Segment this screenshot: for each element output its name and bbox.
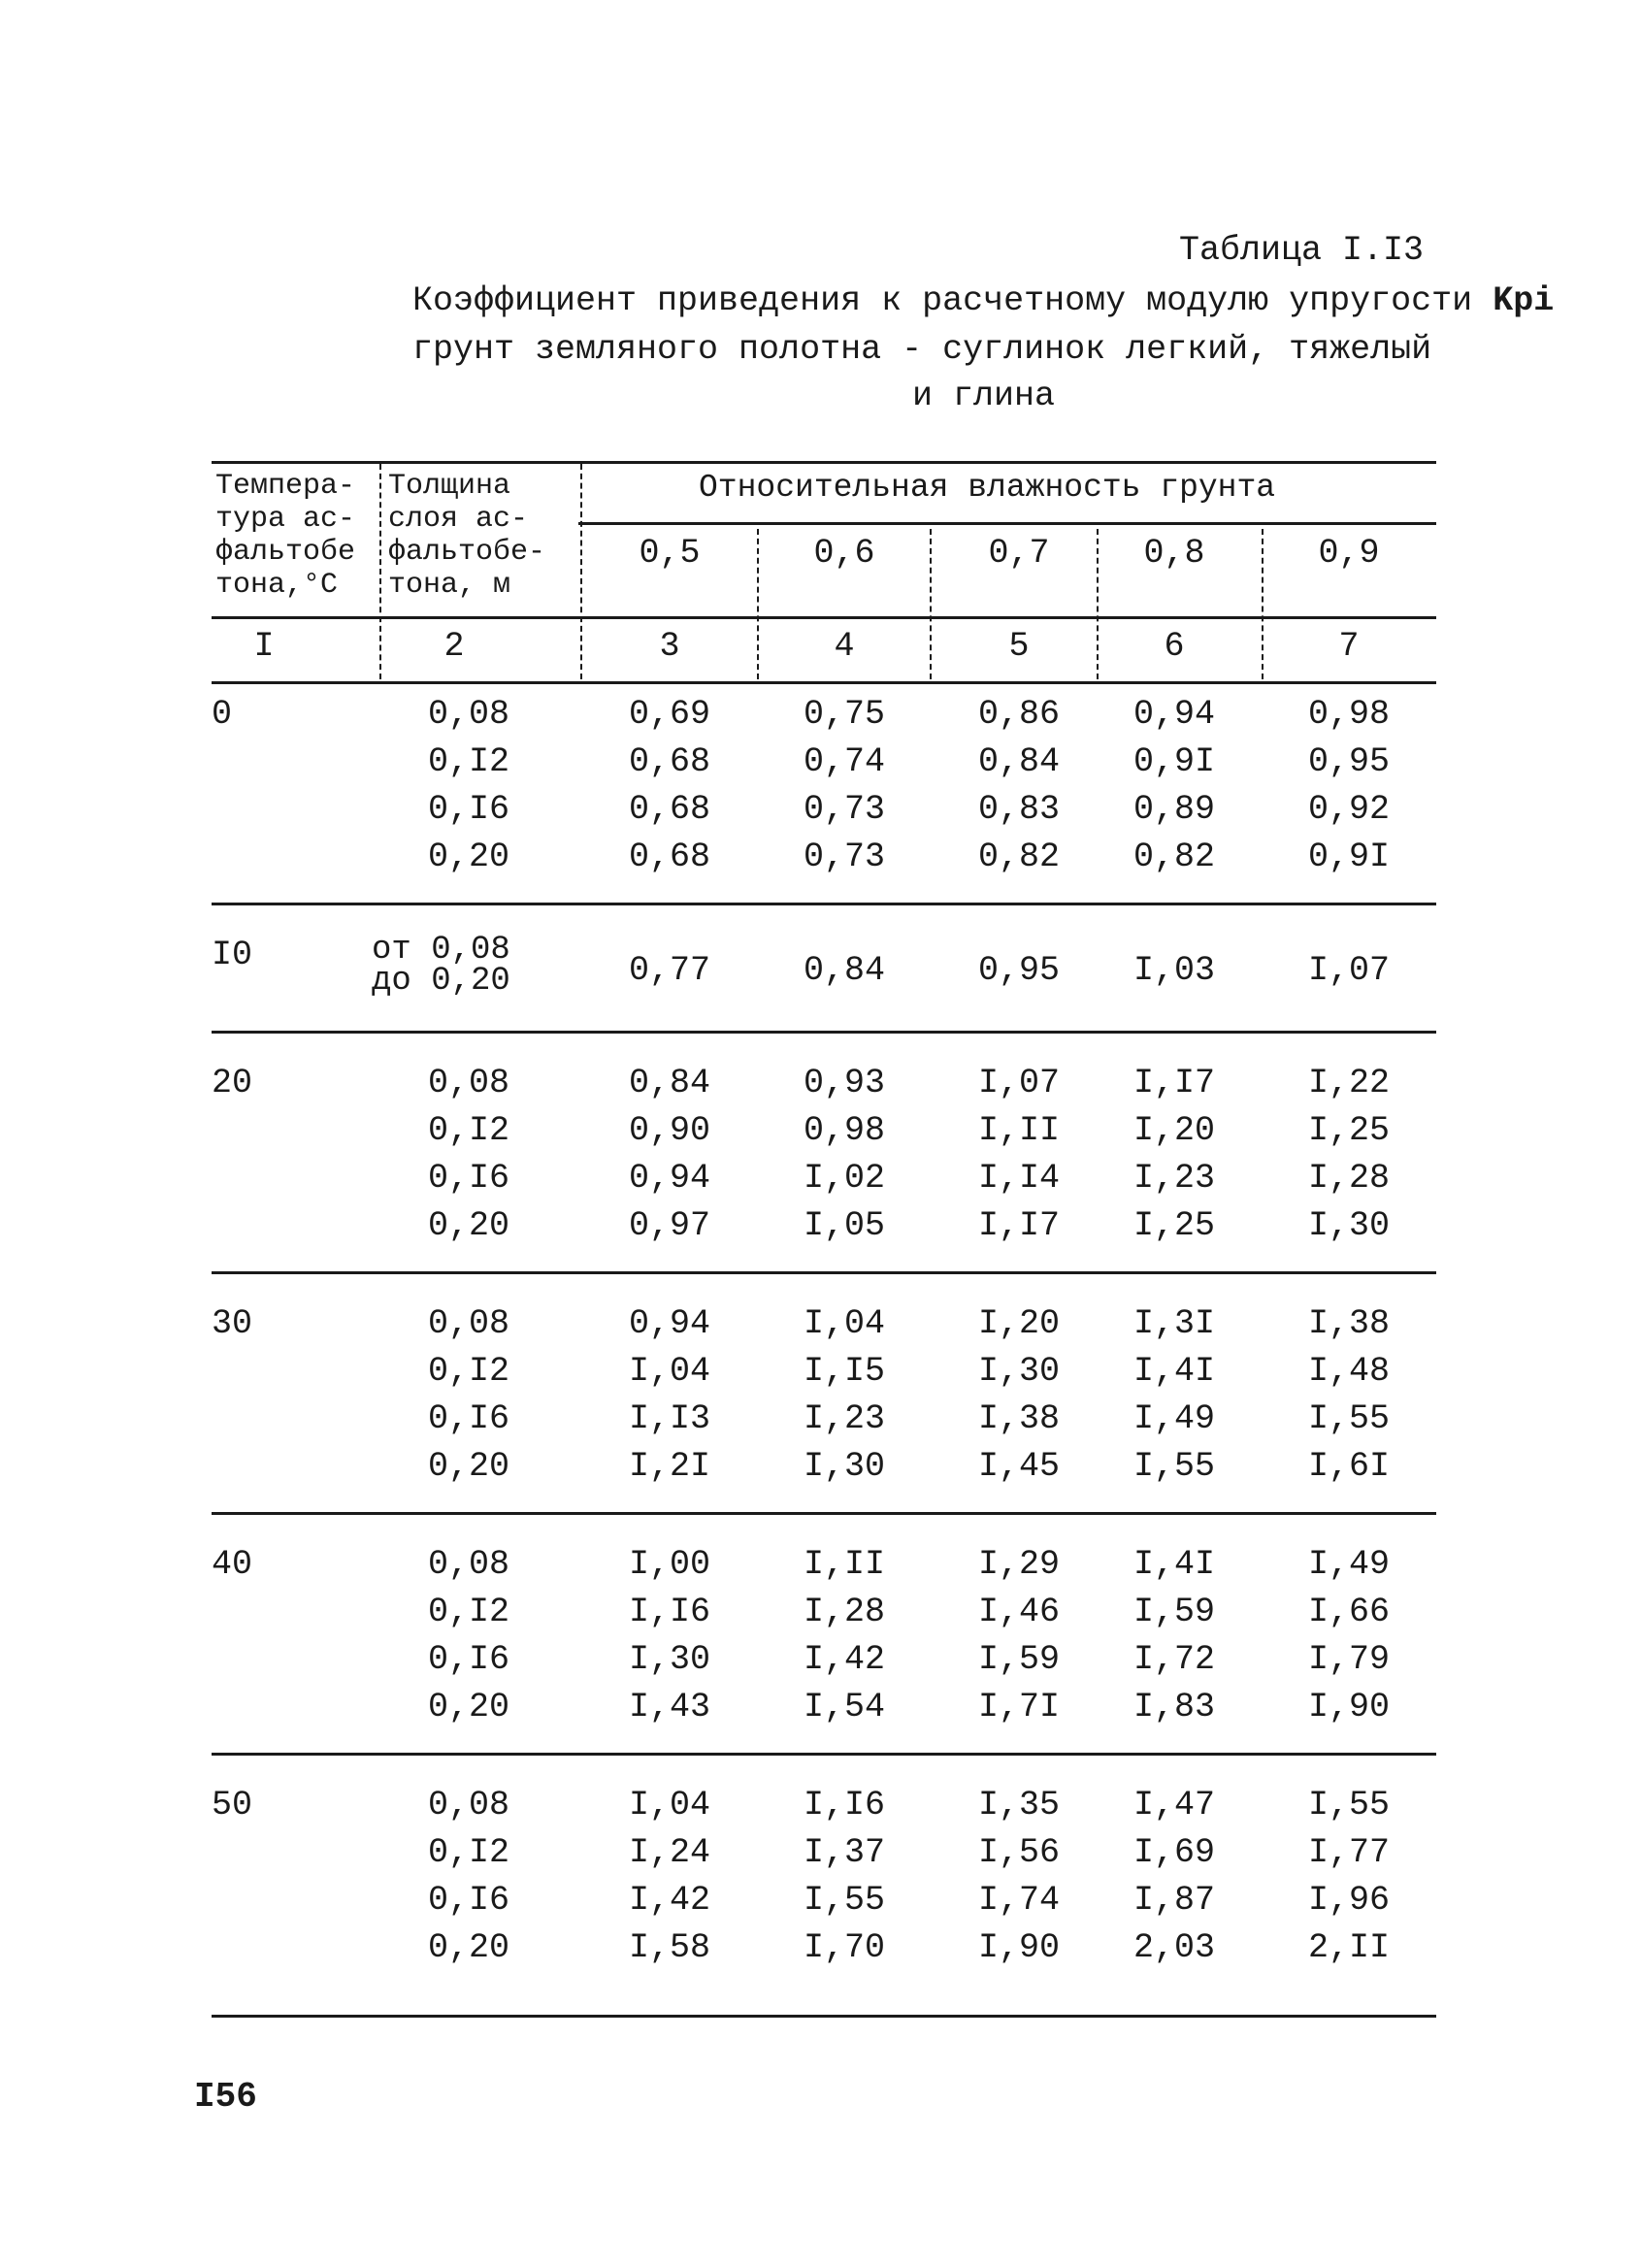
group-separator-rule	[212, 903, 1436, 905]
coefficient-value: 0,94	[628, 1304, 710, 1343]
coefficient-value: I,77	[1307, 1833, 1390, 1872]
coefficient-value: I,29	[977, 1545, 1060, 1584]
coefficient-value: I,07	[977, 1064, 1060, 1102]
title-text: Коэффициент приведения к расчетному модулю упругости	[412, 281, 1473, 320]
coefficient-value: I,55	[803, 1881, 885, 1920]
coefficient-value: I,00	[628, 1545, 710, 1584]
table-caption: Таблица I.I3	[1179, 231, 1425, 270]
coefficient-value: I,30	[977, 1352, 1060, 1391]
coefficient-value: I,28	[1307, 1159, 1390, 1198]
thickness-value: 0,20	[427, 838, 509, 876]
group-separator-rule	[212, 1512, 1436, 1515]
page-number: I56	[194, 2077, 257, 2117]
coefficient-value: 0,92	[1307, 790, 1390, 829]
column-number: 6	[1164, 627, 1185, 666]
coefficient-value: I,30	[1307, 1206, 1390, 1245]
table-title-line-2: грунт земляного полотна - суглинок легкий, тяжелый	[412, 330, 1432, 369]
coefficient-value: I,59	[1132, 1593, 1215, 1631]
header-humidity-value: 0,8	[1143, 534, 1205, 573]
thickness-value: 0,20	[427, 1688, 509, 1726]
coefficient-value: I,47	[1132, 1786, 1215, 1824]
coefficient-value: 0,68	[628, 838, 710, 876]
column-number: 4	[834, 627, 855, 666]
header-thickness-line: тона, м	[388, 569, 511, 602]
coefficient-value: 0,74	[803, 742, 885, 781]
thickness-range-to: до 0,20	[372, 963, 510, 1000]
coefficient-value: I,25	[1307, 1111, 1390, 1150]
table-title-line-1	[412, 281, 1554, 320]
coefficient-value: I,23	[803, 1399, 885, 1438]
coefficient-value: 0,75	[803, 695, 885, 734]
thickness-value: 0,I2	[427, 1833, 509, 1872]
coefficient-value: I,I7	[1132, 1064, 1215, 1102]
coefficient-value: I,56	[977, 1833, 1060, 1872]
thickness-value: 0,08	[427, 1304, 509, 1343]
coefficient-value: 0,95	[1307, 742, 1390, 781]
thickness-value: 0,08	[427, 695, 509, 734]
coefficient-value: I,2I	[628, 1447, 710, 1486]
coefficient-value: 0,69	[628, 695, 710, 734]
coefficient-value: I,04	[628, 1352, 710, 1391]
coefficient-value: I,38	[1307, 1304, 1390, 1343]
column-number: 7	[1338, 627, 1360, 666]
coefficient-value: I,83	[1132, 1688, 1215, 1726]
coefficient-symbol: Kpi	[1493, 281, 1555, 320]
coefficient-value: 0,93	[803, 1064, 885, 1102]
coefficient-value: I,7I	[977, 1688, 1060, 1726]
header-temperature-line: тона,°С	[215, 569, 339, 602]
thickness-value: 0,I6	[427, 1399, 509, 1438]
coefficient-value: I,59	[977, 1640, 1060, 1679]
coefficient-value: I,3I	[1132, 1304, 1215, 1343]
coefficient-value: 0,94	[1132, 695, 1215, 734]
coefficient-value: 0,9I	[1132, 742, 1215, 781]
header-humidity-value: 0,7	[988, 534, 1050, 573]
coefficient-value: I,II	[803, 1545, 885, 1584]
temperature-value: 40	[212, 1545, 253, 1584]
thickness-value: 0,I2	[427, 1352, 509, 1391]
coefficient-value: I,45	[977, 1447, 1060, 1486]
coefficient-value: 0,83	[977, 790, 1060, 829]
coefficient-value: I,46	[977, 1593, 1060, 1631]
coefficient-value: I,I3	[628, 1399, 710, 1438]
coefficient-value: I,05	[803, 1206, 885, 1245]
coefficient-value: 0,84	[628, 1064, 710, 1102]
thickness-value: 0,20	[427, 1928, 509, 1967]
coefficient-value: 0,77	[628, 951, 710, 990]
thickness-value: 0,I6	[427, 790, 509, 829]
thickness-value: 0,I6	[427, 1881, 509, 1920]
coefficient-value: I,38	[977, 1399, 1060, 1438]
header-humidity-value: 0,6	[813, 534, 875, 573]
coefficient-value: 0,94	[628, 1159, 710, 1198]
thickness-value: 0,08	[427, 1786, 509, 1824]
coefficient-value: I,79	[1307, 1640, 1390, 1679]
coefficient-value: I,25	[1132, 1206, 1215, 1245]
coefficient-value: 0,86	[977, 695, 1060, 734]
coefficient-value: I,07	[1307, 951, 1390, 990]
coefficient-value: 2,II	[1307, 1928, 1390, 1967]
thickness-value: 0,I2	[427, 1111, 509, 1150]
thickness-value: 0,08	[427, 1545, 509, 1584]
coefficient-value: I,II	[977, 1111, 1060, 1150]
coefficient-value: I,04	[803, 1304, 885, 1343]
separator-humidity-3	[1097, 529, 1099, 679]
temperature-value: 0	[212, 695, 233, 734]
thickness-value: 0,08	[427, 1064, 509, 1102]
thickness-value: 0,20	[427, 1206, 509, 1245]
coefficient-value: I,96	[1307, 1881, 1390, 1920]
coefficient-value: 0,82	[977, 838, 1060, 876]
header-thickness-line: фальтобе-	[388, 536, 546, 569]
coefficient-value: I,70	[803, 1928, 885, 1967]
header-top-rule	[212, 461, 1436, 464]
coefficient-value: 0,84	[977, 742, 1060, 781]
coefficient-value: I,42	[803, 1640, 885, 1679]
coefficient-value: I,30	[628, 1640, 710, 1679]
coefficient-value: I,I6	[628, 1593, 710, 1631]
coefficient-value: I,66	[1307, 1593, 1390, 1631]
separator-col2-group	[580, 464, 582, 679]
column-number: 3	[659, 627, 680, 666]
coefficient-value: 0,73	[803, 790, 885, 829]
coefficient-value: I,54	[803, 1688, 885, 1726]
coefficient-value: 0,98	[1307, 695, 1390, 734]
group-header-rule	[578, 522, 1436, 525]
coefficient-value: I,4I	[1132, 1545, 1215, 1584]
coefficient-value: I,55	[1307, 1786, 1390, 1824]
coefficient-value: I,74	[977, 1881, 1060, 1920]
coefficient-value: I,43	[628, 1688, 710, 1726]
coefficient-value: 0,95	[977, 951, 1060, 990]
coefficient-value: I,I5	[803, 1352, 885, 1391]
coefficient-value: I,20	[1132, 1111, 1215, 1150]
coefficient-value: 0,82	[1132, 838, 1215, 876]
thickness-value: 0,I6	[427, 1640, 509, 1679]
coefficient-value: 0,73	[803, 838, 885, 876]
separator-humidity-1	[757, 529, 759, 679]
coefficient-value: 0,90	[628, 1111, 710, 1150]
coefficient-value: I,49	[1132, 1399, 1215, 1438]
coefficient-value: I,42	[628, 1881, 710, 1920]
temperature-value: 50	[212, 1786, 253, 1824]
coefficient-value: I,49	[1307, 1545, 1390, 1584]
header-thickness-line: Толщина	[388, 470, 511, 503]
thickness-value: 0,I2	[427, 742, 509, 781]
header-thickness-line: слоя ас-	[388, 503, 529, 536]
thickness-range-from: от 0,08	[372, 932, 510, 969]
coefficient-value: I,6I	[1307, 1447, 1390, 1486]
coefficient-value: I,02	[803, 1159, 885, 1198]
coefficient-value: 0,98	[803, 1111, 885, 1150]
coefficient-value: I,87	[1132, 1881, 1215, 1920]
table-bottom-rule	[212, 2015, 1436, 2018]
coefficient-value: I,37	[803, 1833, 885, 1872]
group-separator-rule	[212, 1753, 1436, 1756]
separator-humidity-4	[1262, 529, 1264, 679]
header-bottom-rule	[212, 616, 1436, 619]
coefficient-value: I,58	[628, 1928, 710, 1967]
coefficient-value: I,90	[977, 1928, 1060, 1967]
coefficient-value: I,03	[1132, 951, 1215, 990]
coefficient-value: I,20	[977, 1304, 1060, 1343]
header-humidity-value: 0,9	[1318, 534, 1380, 573]
coefficient-value: 0,9I	[1307, 838, 1390, 876]
separator-humidity-2	[930, 529, 932, 679]
thickness-value: 0,I6	[427, 1159, 509, 1198]
header-humidity-value: 0,5	[639, 534, 701, 573]
header-humidity-group: Относительная влажность грунта	[699, 470, 1276, 506]
coefficient-value: I,55	[1132, 1447, 1215, 1486]
table-title-line-3: и глина	[912, 377, 1056, 415]
column-number: 2	[443, 627, 465, 666]
coefficient-value: I,04	[628, 1786, 710, 1824]
thickness-value: 0,I2	[427, 1593, 509, 1631]
coefficient-value: I,4I	[1132, 1352, 1215, 1391]
coefficient-value: I,I6	[803, 1786, 885, 1824]
temperature-value: 30	[212, 1304, 253, 1343]
coefficient-value: 0,84	[803, 951, 885, 990]
coefficient-value: I,I7	[977, 1206, 1060, 1245]
coefficient-value: I,30	[803, 1447, 885, 1486]
coefficient-value: I,48	[1307, 1352, 1390, 1391]
temperature-value: I0	[212, 936, 253, 974]
column-number: I	[253, 627, 275, 666]
column-number: 5	[1008, 627, 1030, 666]
coefficient-value: I,28	[803, 1593, 885, 1631]
thickness-value: 0,20	[427, 1447, 509, 1486]
coefficient-value: 0,68	[628, 742, 710, 781]
coefficient-value: I,22	[1307, 1064, 1390, 1102]
header-temperature-line: Темпера-	[215, 470, 356, 503]
group-separator-rule	[212, 1271, 1436, 1274]
coefficient-value: I,55	[1307, 1399, 1390, 1438]
temperature-value: 20	[212, 1064, 253, 1102]
coefficient-value: I,90	[1307, 1688, 1390, 1726]
coefficient-value: 0,68	[628, 790, 710, 829]
coefficient-value: I,I4	[977, 1159, 1060, 1198]
coefficient-value: I,23	[1132, 1159, 1215, 1198]
coefficient-value: I,69	[1132, 1833, 1215, 1872]
coefficient-value: 2,03	[1132, 1928, 1215, 1967]
coefficient-value: I,72	[1132, 1640, 1215, 1679]
coefficient-value: I,24	[628, 1833, 710, 1872]
coefficient-value: 0,89	[1132, 790, 1215, 829]
coefficient-value: 0,97	[628, 1206, 710, 1245]
header-temperature-line: тура ас-	[215, 503, 356, 536]
coefficient-value: I,35	[977, 1786, 1060, 1824]
header-temperature-line: фальтобе	[215, 536, 356, 569]
group-separator-rule	[212, 1031, 1436, 1034]
numbering-bottom-rule	[212, 681, 1436, 684]
